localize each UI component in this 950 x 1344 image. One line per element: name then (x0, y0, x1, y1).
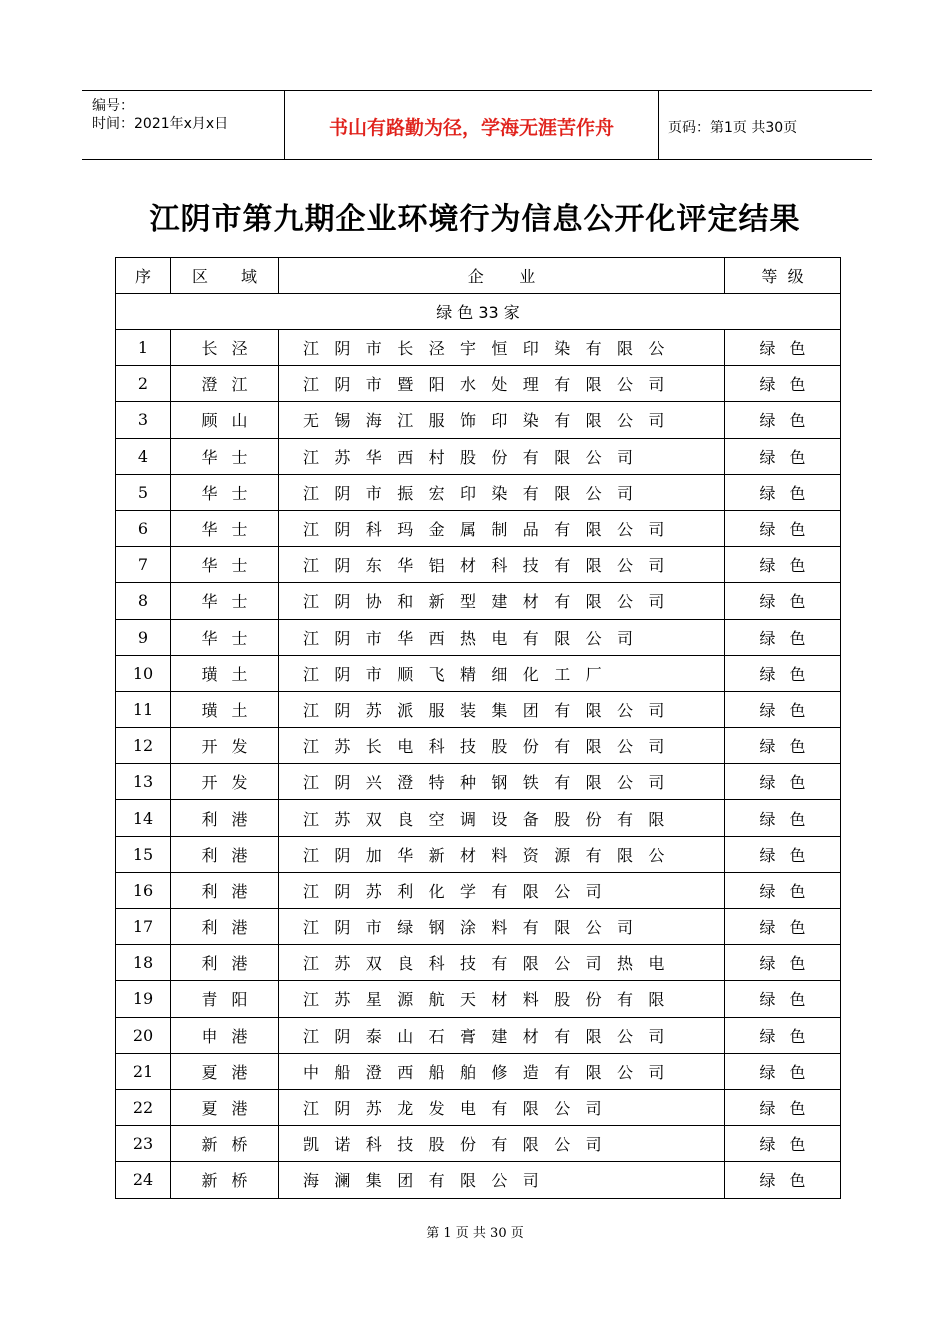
row-area: 利港 (171, 909, 279, 945)
row-area: 申港 (171, 1017, 279, 1053)
row-grade: 绿色 (725, 583, 841, 619)
document-header (82, 90, 872, 160)
row-grade: 绿色 (725, 510, 841, 546)
group-row (116, 294, 841, 330)
header-area: 区 域 (171, 258, 279, 294)
page-footer: 第 1 页 共 30 页 (426, 1226, 524, 1241)
row-area: 顾山 (171, 402, 279, 438)
row-area: 华士 (171, 510, 279, 546)
header-grade: 等 级 (725, 258, 841, 294)
row-area: 璜土 (171, 691, 279, 727)
row-no: 12 (116, 728, 171, 764)
row-grade: 绿色 (725, 438, 841, 474)
row-grade: 绿色 (725, 981, 841, 1017)
row-company: 江阴市振宏印染有限公司 (279, 474, 725, 510)
row-company: 江苏长电科技股份有限公司 (279, 728, 725, 764)
row-company: 江阴市暨阳水处理有限公司 (279, 366, 725, 402)
row-grade: 绿色 (725, 1089, 841, 1125)
header-page-cell (658, 91, 872, 159)
table-row (116, 655, 841, 691)
row-company: 凯诺科技股份有限公司 (279, 1126, 725, 1162)
document-title: 江阴市第九期企业环境行为信息公开化评定结果 (149, 202, 801, 237)
row-no: 17 (116, 909, 171, 945)
row-company: 江阴苏龙发电有限公司 (279, 1089, 725, 1125)
table-row (116, 366, 841, 402)
row-no: 4 (116, 438, 171, 474)
table-row (116, 691, 841, 727)
row-area: 华士 (171, 547, 279, 583)
row-no: 15 (116, 836, 171, 872)
row-grade: 绿色 (725, 366, 841, 402)
row-company: 江阴市顺飞精细化工厂 (279, 655, 725, 691)
code-label: 编号： (92, 98, 134, 114)
row-company: 江阴东华铝材科技有限公司 (279, 547, 725, 583)
row-no: 7 (116, 547, 171, 583)
row-area: 长泾 (171, 330, 279, 366)
row-company: 江阴科玛金属制品有限公司 (279, 510, 725, 546)
table-row (116, 474, 841, 510)
row-area: 利港 (171, 945, 279, 981)
table-row (116, 909, 841, 945)
row-company: 江苏华西村股份有限公司 (279, 438, 725, 474)
row-grade: 绿色 (725, 836, 841, 872)
row-company: 无锡海江服饰印染有限公司 (279, 402, 725, 438)
row-area: 华士 (171, 438, 279, 474)
row-grade: 绿色 (725, 800, 841, 836)
row-grade: 绿色 (725, 728, 841, 764)
row-area: 青阳 (171, 981, 279, 1017)
row-area: 利港 (171, 800, 279, 836)
row-area: 璜土 (171, 655, 279, 691)
row-area: 开发 (171, 764, 279, 800)
time-label: 时间：2021年x月x日 (92, 116, 229, 132)
row-area: 华士 (171, 619, 279, 655)
table-row (116, 728, 841, 764)
table-row (116, 438, 841, 474)
row-area: 利港 (171, 872, 279, 908)
results-table (115, 257, 841, 1199)
row-no: 2 (116, 366, 171, 402)
row-area: 新桥 (171, 1162, 279, 1198)
row-grade: 绿色 (725, 330, 841, 366)
row-no: 1 (116, 330, 171, 366)
row-no: 16 (116, 872, 171, 908)
row-no: 14 (116, 800, 171, 836)
table-row (116, 583, 841, 619)
header-company: 企 业 (279, 258, 725, 294)
row-area: 新桥 (171, 1126, 279, 1162)
table-row (116, 1162, 841, 1198)
row-area: 澄江 (171, 366, 279, 402)
row-no: 23 (116, 1126, 171, 1162)
header-no: 序 (116, 258, 171, 294)
row-grade: 绿色 (725, 764, 841, 800)
table-header-row (116, 258, 841, 294)
table-row (116, 836, 841, 872)
row-no: 9 (116, 619, 171, 655)
row-no: 5 (116, 474, 171, 510)
row-area: 华士 (171, 583, 279, 619)
group-label: 绿 色 33 家 (116, 294, 841, 330)
row-area: 利港 (171, 836, 279, 872)
table-row (116, 1126, 841, 1162)
row-no: 3 (116, 402, 171, 438)
row-no: 21 (116, 1053, 171, 1089)
row-grade: 绿色 (725, 474, 841, 510)
row-grade: 绿色 (725, 1126, 841, 1162)
row-company: 江阴泰山石膏建材有限公司 (279, 1017, 725, 1053)
row-company: 海澜集团有限公司 (279, 1162, 725, 1198)
row-company: 江阴市长泾宇恒印染有限公 (279, 330, 725, 366)
row-grade: 绿色 (725, 691, 841, 727)
row-no: 13 (116, 764, 171, 800)
row-grade: 绿色 (725, 909, 841, 945)
row-company: 江苏双良科技有限公司热电 (279, 945, 725, 981)
table-row (116, 945, 841, 981)
table-row (116, 800, 841, 836)
header-page-info: 页码：第1页 共30页 (668, 120, 798, 136)
row-grade: 绿色 (725, 547, 841, 583)
row-company: 江阴苏派服装集团有限公司 (279, 691, 725, 727)
header-meta-cell (82, 91, 284, 159)
row-company: 中船澄西船舶修造有限公司 (279, 1053, 725, 1089)
row-no: 22 (116, 1089, 171, 1125)
row-grade: 绿色 (725, 619, 841, 655)
row-no: 19 (116, 981, 171, 1017)
row-area: 夏港 (171, 1053, 279, 1089)
row-no: 18 (116, 945, 171, 981)
row-no: 6 (116, 510, 171, 546)
row-company: 江阴兴澄特种钢铁有限公司 (279, 764, 725, 800)
table-row (116, 510, 841, 546)
row-grade: 绿色 (725, 1162, 841, 1198)
row-area: 华士 (171, 474, 279, 510)
table-row (116, 402, 841, 438)
row-grade: 绿色 (725, 655, 841, 691)
row-company: 江阴协和新型建材有限公司 (279, 583, 725, 619)
row-company: 江阴苏利化学有限公司 (279, 872, 725, 908)
row-no: 20 (116, 1017, 171, 1053)
table-row (116, 1053, 841, 1089)
row-area: 夏港 (171, 1089, 279, 1125)
table-row (116, 872, 841, 908)
row-no: 11 (116, 691, 171, 727)
row-grade: 绿色 (725, 872, 841, 908)
row-company: 江阴市华西热电有限公司 (279, 619, 725, 655)
table-row (116, 619, 841, 655)
row-grade: 绿色 (725, 1017, 841, 1053)
row-grade: 绿色 (725, 1053, 841, 1089)
motto-text: 书山有路勤为径，学海无涯苦作舟 (328, 117, 614, 139)
row-no: 8 (116, 583, 171, 619)
row-no: 10 (116, 655, 171, 691)
header-motto-cell (284, 91, 659, 159)
row-company: 江苏双良空调设备股份有限 (279, 800, 725, 836)
table-row (116, 330, 841, 366)
row-no: 24 (116, 1162, 171, 1198)
row-area: 开发 (171, 728, 279, 764)
row-grade: 绿色 (725, 402, 841, 438)
row-company: 江阴市绿钢涂料有限公司 (279, 909, 725, 945)
table-row (116, 764, 841, 800)
row-grade: 绿色 (725, 945, 841, 981)
row-company: 江苏星源航天材料股份有限 (279, 981, 725, 1017)
table-row (116, 981, 841, 1017)
table-row (116, 1089, 841, 1125)
row-company: 江阴加华新材料资源有限公 (279, 836, 725, 872)
table-row (116, 1017, 841, 1053)
table-row (116, 547, 841, 583)
